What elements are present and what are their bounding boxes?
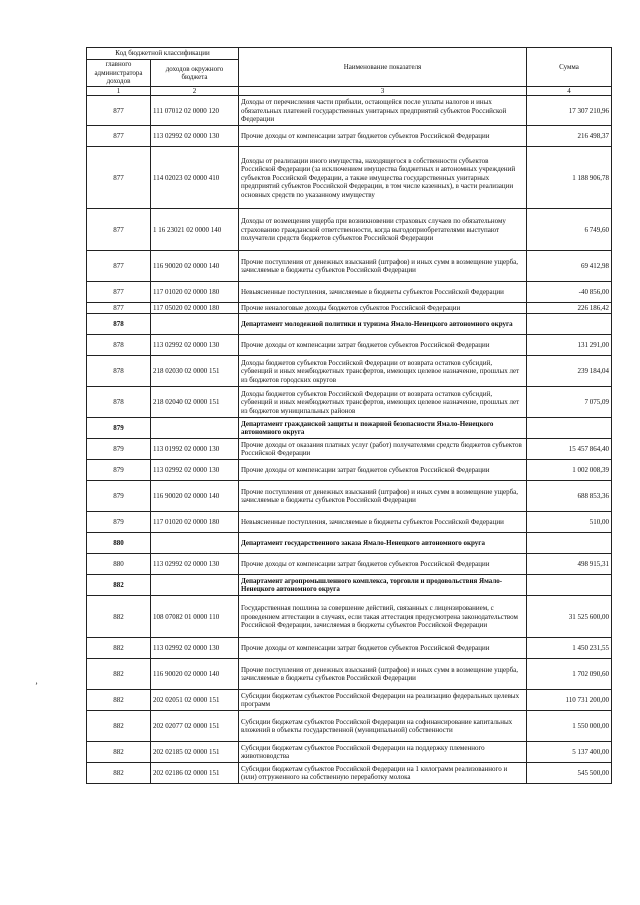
admin-code-cell: 877	[87, 251, 151, 282]
admin-code-cell: 882	[87, 742, 151, 763]
header-amount: Сумма	[527, 48, 612, 87]
table-row	[87, 554, 612, 575]
income-code-cell: 113 02992 02 0000 130	[151, 554, 239, 575]
amount-cell: 17 307 210,96	[527, 96, 612, 126]
indicator-name-cell: Доходы от реализации иного имущества, находящегося в собственности субъектов Российской Федерации (за исключением имущества бюджетных и автономных учреждений субъектов Российской Федерации, а также имущества государственных унитарных предприятий субъектов Российской Федерации, в том числе казенных), в части реализации основных средств по указанному имуществу	[239, 147, 527, 209]
table-row	[87, 481, 612, 512]
table-row	[87, 742, 612, 763]
amount-cell: 1 702 090,60	[527, 659, 612, 690]
admin-code-cell: 877	[87, 303, 151, 314]
amount-cell	[527, 314, 612, 335]
amount-cell: 1 450 231,55	[527, 638, 612, 659]
income-code-cell: 116 90020 02 0000 140	[151, 251, 239, 282]
income-code-cell: 111 07012 02 0000 120	[151, 96, 239, 126]
table-row	[87, 638, 612, 659]
table-row	[87, 596, 612, 638]
admin-code-cell: 878	[87, 335, 151, 356]
admin-code-cell: 879	[87, 460, 151, 481]
admin-code-cell: 882	[87, 638, 151, 659]
admin-code-cell: 879	[87, 418, 151, 439]
department-name-cell: Департамент гражданской защиты и пожарной безопасности Ямало-Ненецкого автономного округа	[239, 418, 527, 439]
admin-code-cell: 877	[87, 96, 151, 126]
table-row	[87, 209, 612, 251]
indicator-name-cell: Субсидии бюджетам субъектов Российской Федерации на 1 килограмм реализованного и (или) отгруженного на собственную переработку молока	[239, 763, 527, 784]
header-indicator-name: Наименование показателя	[239, 48, 527, 87]
department-name-cell: Департамент молодежной политики и туризма Ямало-Ненецкого автономного округа	[239, 314, 527, 335]
table-row	[87, 690, 612, 711]
admin-code-cell: 882	[87, 596, 151, 638]
admin-code-cell: 878	[87, 387, 151, 418]
indicator-name-cell: Прочие поступления от денежных взысканий (штрафов) и иных сумм в возмещение ущерба, зачисляемые в бюджеты субъектов Российской Федерации	[239, 481, 527, 512]
income-code-cell: 114 02023 02 0000 410	[151, 147, 239, 209]
income-code-cell: 113 02992 02 0000 130	[151, 460, 239, 481]
amount-cell: 688 853,36	[527, 481, 612, 512]
indicator-name-cell: Прочие доходы от компенсации затрат бюджетов субъектов Российской Федерации	[239, 638, 527, 659]
indicator-name-cell: Прочие доходы от компенсации затрат бюджетов субъектов Российской Федерации	[239, 460, 527, 481]
admin-code-cell: 879	[87, 439, 151, 460]
table-row	[87, 96, 612, 126]
indicator-name-cell: Субсидии бюджетам субъектов Российской Федерации на софинансирование капитальных вложений в объекты государственной (муниципальной) собственности	[239, 711, 527, 742]
income-code-cell	[151, 533, 239, 554]
indicator-name-cell: Субсидии бюджетам субъектов Российской Федерации на поддержку племенного животноводства	[239, 742, 527, 763]
column-number: 2	[151, 87, 239, 96]
income-code-cell: 113 02992 02 0000 130	[151, 335, 239, 356]
admin-code-cell: 882	[87, 659, 151, 690]
income-code-cell: 202 02185 02 0000 151	[151, 742, 239, 763]
indicator-name-cell: Государственная пошлина за совершение действий, связанных с лицензированием, с проведением аттестации в случаях, если такая аттестация предусмотрена законодательством Российской Федерации, зачисляемая в бюджеты субъектов Российской Федерации	[239, 596, 527, 638]
indicator-name-cell: Доходы от перечисления части прибыли, остающейся после уплаты налогов и иных обязательных платежей государственных унитарных предприятий субъектов Российской Федерации	[239, 96, 527, 126]
amount-cell: 1 002 008,39	[527, 460, 612, 481]
indicator-name-cell: Доходы бюджетов субъектов Российской Федерации от возврата остатков субсидий, субвенций и иных межбюджетных трансфертов, имеющих целевое назначение, прошлых лет из бюджетов городских округов	[239, 356, 527, 387]
amount-cell: 226 186,42	[527, 303, 612, 314]
indicator-name-cell: Прочие доходы от компенсации затрат бюджетов субъектов Российской Федерации	[239, 335, 527, 356]
admin-code-cell: 877	[87, 209, 151, 251]
amount-cell: 5 137 400,00	[527, 742, 612, 763]
indicator-name-cell: Прочие поступления от денежных взысканий (штрафов) и иных сумм в возмещение ущерба, зачисляемые в бюджеты субъектов Российской Федерации	[239, 251, 527, 282]
column-number: 3	[239, 87, 527, 96]
amount-cell: 1 550 000,00	[527, 711, 612, 742]
indicator-name-cell: Прочие неналоговые доходы бюджетов субъектов Российской Федерации	[239, 303, 527, 314]
indicator-name-cell: Доходы бюджетов субъектов Российской Федерации от возврата остатков субсидий, субвенций и иных межбюджетных трансфертов, имеющих целевое назначение, прошлых лет из бюджетов муниципальных районов	[239, 387, 527, 418]
department-row	[87, 533, 612, 554]
indicator-name-cell: Невыясненные поступления, зачисляемые в бюджеты субъектов Российской Федерации	[239, 512, 527, 533]
admin-code-cell: 880	[87, 533, 151, 554]
amount-cell: 510,00	[527, 512, 612, 533]
table-row	[87, 659, 612, 690]
income-code-cell: 113 02992 02 0000 130	[151, 638, 239, 659]
income-code-cell: 117 05020 02 0000 180	[151, 303, 239, 314]
table-row	[87, 387, 612, 418]
income-code-cell: 202 02077 02 0000 151	[151, 711, 239, 742]
income-code-cell: 1 16 23021 02 0000 140	[151, 209, 239, 251]
amount-cell	[527, 533, 612, 554]
admin-code-cell: 880	[87, 554, 151, 575]
department-name-cell: Департамент государственного заказа Ямало-Ненецкого автономного округа	[239, 533, 527, 554]
indicator-name-cell: Прочие поступления от денежных взысканий (штрафов) и иных сумм в возмещение ущерба, зачисляемые в бюджеты субъектов Российской Федерации	[239, 659, 527, 690]
amount-cell: 498 915,31	[527, 554, 612, 575]
table-row	[87, 303, 612, 314]
admin-code-cell: 878	[87, 356, 151, 387]
header-admin-code: главного администратора доходов	[87, 60, 151, 87]
admin-code-cell: 879	[87, 512, 151, 533]
admin-code-cell: 877	[87, 126, 151, 147]
income-code-cell: 116 90020 02 0000 140	[151, 659, 239, 690]
admin-code-cell: 877	[87, 147, 151, 209]
amount-cell: 31 525 600,00	[527, 596, 612, 638]
indicator-name-cell: Прочие доходы от оказания платных услуг (работ) получателями средств бюджетов субъектов Российской Федерации	[239, 439, 527, 460]
amount-cell: 7 075,09	[527, 387, 612, 418]
table-row	[87, 763, 612, 784]
header-income-code: доходов окружного бюджета	[151, 60, 239, 87]
table-row	[87, 126, 612, 147]
column-number: 4	[527, 87, 612, 96]
income-code-cell: 116 90020 02 0000 140	[151, 481, 239, 512]
amount-cell: 15 457 864,40	[527, 439, 612, 460]
income-code-cell: 218 02040 02 0000 151	[151, 387, 239, 418]
income-code-cell	[151, 418, 239, 439]
amount-cell: 6 749,60	[527, 209, 612, 251]
indicator-name-cell: Доходы от возмещения ущерба при возникновении страховых случаев по обязательному страхованию гражданской ответственности, когда выгодоприобретателями выступают получатели средств бюджетов субъектов Российской Федерации	[239, 209, 527, 251]
income-code-cell: 117 01020 02 0000 180	[151, 512, 239, 533]
margin-mark: ’	[35, 681, 38, 691]
amount-cell	[527, 575, 612, 596]
table-row	[87, 282, 612, 303]
department-row	[87, 418, 612, 439]
income-code-cell: 202 02051 02 0000 151	[151, 690, 239, 711]
amount-cell: 110 731 200,00	[527, 690, 612, 711]
income-code-cell: 113 01992 02 0000 130	[151, 439, 239, 460]
income-code-cell: 113 02992 02 0000 130	[151, 126, 239, 147]
income-code-cell: 218 02030 02 0000 151	[151, 356, 239, 387]
indicator-name-cell: Прочие доходы от компенсации затрат бюджетов субъектов Российской Федерации	[239, 126, 527, 147]
income-code-cell: 117 01020 02 0000 180	[151, 282, 239, 303]
amount-cell: 545 500,00	[527, 763, 612, 784]
income-code-cell: 108 07082 01 0000 110	[151, 596, 239, 638]
amount-cell: 239 184,04	[527, 356, 612, 387]
amount-cell	[527, 418, 612, 439]
admin-code-cell: 882	[87, 763, 151, 784]
amount-cell: 1 188 906,78	[527, 147, 612, 209]
table-row	[87, 356, 612, 387]
header-budget-classification: Код бюджетной классификации	[87, 48, 239, 60]
amount-cell: 131 291,00	[527, 335, 612, 356]
table-body	[87, 96, 612, 784]
table-row	[87, 335, 612, 356]
admin-code-cell: 878	[87, 314, 151, 335]
amount-cell: 216 498,37	[527, 126, 612, 147]
amount-cell: 69 412,98	[527, 251, 612, 282]
income-code-cell	[151, 575, 239, 596]
table-row	[87, 711, 612, 742]
income-code-cell	[151, 314, 239, 335]
admin-code-cell: 882	[87, 711, 151, 742]
income-code-cell: 202 02186 02 0000 151	[151, 763, 239, 784]
admin-code-cell: 882	[87, 575, 151, 596]
admin-code-cell: 879	[87, 481, 151, 512]
department-row	[87, 575, 612, 596]
table-row	[87, 512, 612, 533]
amount-cell: -40 856,00	[527, 282, 612, 303]
column-number: 1	[87, 87, 151, 96]
budget-table	[86, 47, 612, 784]
department-row	[87, 314, 612, 335]
table-row	[87, 147, 612, 209]
table-row	[87, 439, 612, 460]
admin-code-cell: 882	[87, 690, 151, 711]
admin-code-cell: 877	[87, 282, 151, 303]
indicator-name-cell: Прочие доходы от компенсации затрат бюджетов субъектов Российской Федерации	[239, 554, 527, 575]
indicator-name-cell: Невыясненные поступления, зачисляемые в бюджеты субъектов Российской Федерации	[239, 282, 527, 303]
indicator-name-cell: Субсидии бюджетам субъектов Российской Федерации на реализацию федеральных целевых программ	[239, 690, 527, 711]
table-row	[87, 251, 612, 282]
table-row	[87, 460, 612, 481]
department-name-cell: Департамент агропромышленного комплекса, торговли и продовольствия Ямало-Ненецкого автономного округа	[239, 575, 527, 596]
